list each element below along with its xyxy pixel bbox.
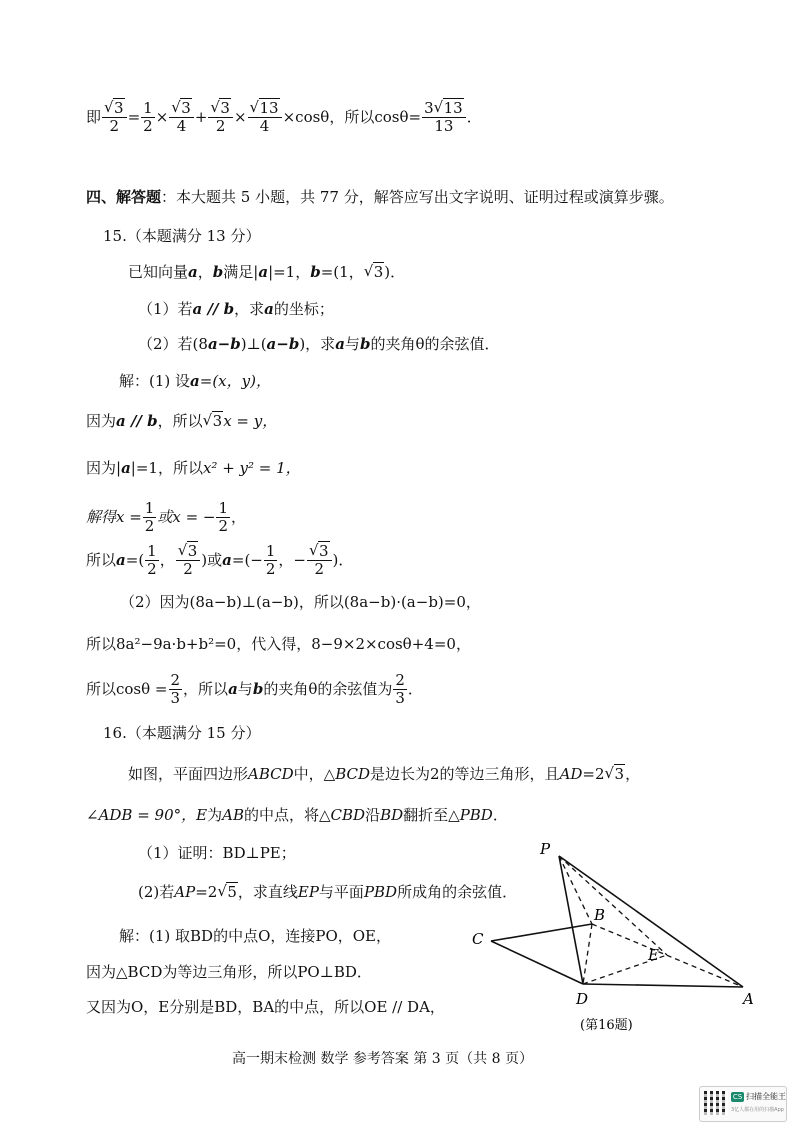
question-15-title: 15.（本题满分 13 分）	[103, 227, 261, 245]
label-A: A	[743, 990, 754, 1008]
q15-sol-2: 因为a // b，所以√ 3x = y，	[86, 414, 277, 429]
fraction: $\frac{3√ 13}{13}$	[422, 100, 466, 136]
q15-sol-4: 解得x = $\frac{1}{2}$ 或x = − $\frac{1}{2}$ ，	[86, 499, 247, 536]
fraction: $\frac{1}{2}$	[143, 99, 153, 136]
q15-sol-8: 所以cosθ = $\frac{2}{3}$ ，所以a与b的夹角θ的余弦值为 $\frac{2}{3}$ ．	[86, 671, 423, 708]
scanner-watermark	[699, 1086, 787, 1122]
edge-PA	[559, 856, 743, 987]
label-D: D	[576, 990, 589, 1008]
fraction: √ $\frac{3}{4}$	[169, 100, 194, 136]
fraction: √ $\frac{3}{2}$	[208, 100, 233, 136]
figure-caption: (第16题)	[580, 1018, 633, 1033]
fraction: $\frac{1}{2}$	[218, 499, 229, 536]
geometry-figure	[456, 832, 766, 1042]
edge-DA	[583, 984, 743, 987]
q16-sol-3: 又因为O，E分别是BD，BA的中点，所以OE // DA，	[86, 998, 445, 1016]
q15-part2: （2）若(8a−b)⊥(a−b)，求a与b的夹角θ的余弦值．	[138, 335, 500, 353]
qr-code-icon	[704, 1091, 728, 1115]
q16-sol-2: 因为△BCD为等边三角形，所以PO⊥BD．	[86, 963, 372, 981]
q16-part2: (2)若AP=2√ 5，求直线EP与平面PBD所成角的余弦值．	[138, 885, 517, 900]
q16-part1: （1）证明：BD⊥PE；	[138, 844, 296, 862]
q15-sol-7: 所以8a²−9a·b+b²=0，代入得，8−9×2×cosθ+4=0，	[86, 635, 471, 653]
edge-PB	[559, 856, 592, 924]
fraction: $\frac{1}{2}$	[265, 542, 276, 579]
fraction: $\frac{2}{3}$	[170, 671, 181, 708]
section-heading: 四、解答题：本大题共 5 小题，共 77 分，解答应写出文字说明、证明过程或演算步骤。	[86, 188, 674, 206]
label-B: B	[594, 906, 606, 924]
edge-CD	[491, 941, 583, 984]
text: 即	[86, 107, 102, 126]
q15-sol-3: 因为|a|=1，所以x² + y² = 1，	[86, 459, 301, 477]
edge-CB	[491, 924, 592, 941]
edge-BD	[583, 924, 592, 984]
badge-name: 扫描全能王	[746, 1092, 786, 1101]
camscanner-logo: CS	[732, 1093, 743, 1101]
badge-subtitle: 3亿人都在用的扫描App	[731, 1107, 784, 1113]
q16-desc-2: ∠ADB = 90°，E为AB的中点，将△CBD沿BD翻折至△PBD．	[86, 806, 508, 824]
label-E: E	[648, 946, 659, 964]
fraction: √ $\frac{3}{2}$	[307, 543, 332, 579]
label-P: P	[540, 840, 551, 858]
q15-part1: （1）若a // b，求a的坐标；	[138, 300, 334, 318]
fraction: $\frac{1}{2}$	[147, 542, 157, 579]
q16-sol-1: 解：(1) 取BD的中点O，连接PO，OE，	[119, 927, 392, 945]
formula-line-cos: 即 √ $\frac{3}{2}$ = $\frac{1}{2}$ × √ $\frac{3}{4}$ + √ $\frac{3}{2}$ × √ $\frac{13}{4}$ ×cosθ，所以cosθ= $\frac{3√ 13}{13}$ ．	[86, 100, 482, 136]
fraction: √ $\frac{3}{2}$	[176, 543, 201, 579]
fraction: $\frac{1}{2}$	[144, 499, 155, 536]
q15-sol-6: （2）因为(8a−b)⊥(a−b)，所以(8a−b)·(a−b)=0，	[120, 593, 481, 611]
q15-sol-5: 所以a=( $\frac{1}{2}$ ， √ $\frac{3}{2}$ )或a=(− $\frac{1}{2}$ ，− √ $\frac{3}{2}$ )．	[86, 543, 353, 579]
fraction: √ $\frac{3}{2}$	[102, 100, 127, 136]
fraction: √ $\frac{13}{4}$	[248, 100, 282, 136]
question-16-title: 16.（本题满分 15 分）	[103, 724, 261, 742]
label-C: C	[472, 930, 484, 948]
fraction: $\frac{2}{3}$	[395, 671, 405, 708]
page-footer: 高一期末检测 数学 参考答案 第 3 页（共 8 页）	[232, 1051, 533, 1067]
q15-sol-1: 解：(1) 设a=(x，y)，	[119, 372, 271, 390]
q16-desc-1: 如图，平面四边形ABCD中，△BCD是边长为2的等边三角形，且AD=2√ 3，	[128, 767, 640, 782]
q15-given: 已知向量a，b满足|a|=1，b=(1，√ 3)．	[128, 265, 405, 280]
